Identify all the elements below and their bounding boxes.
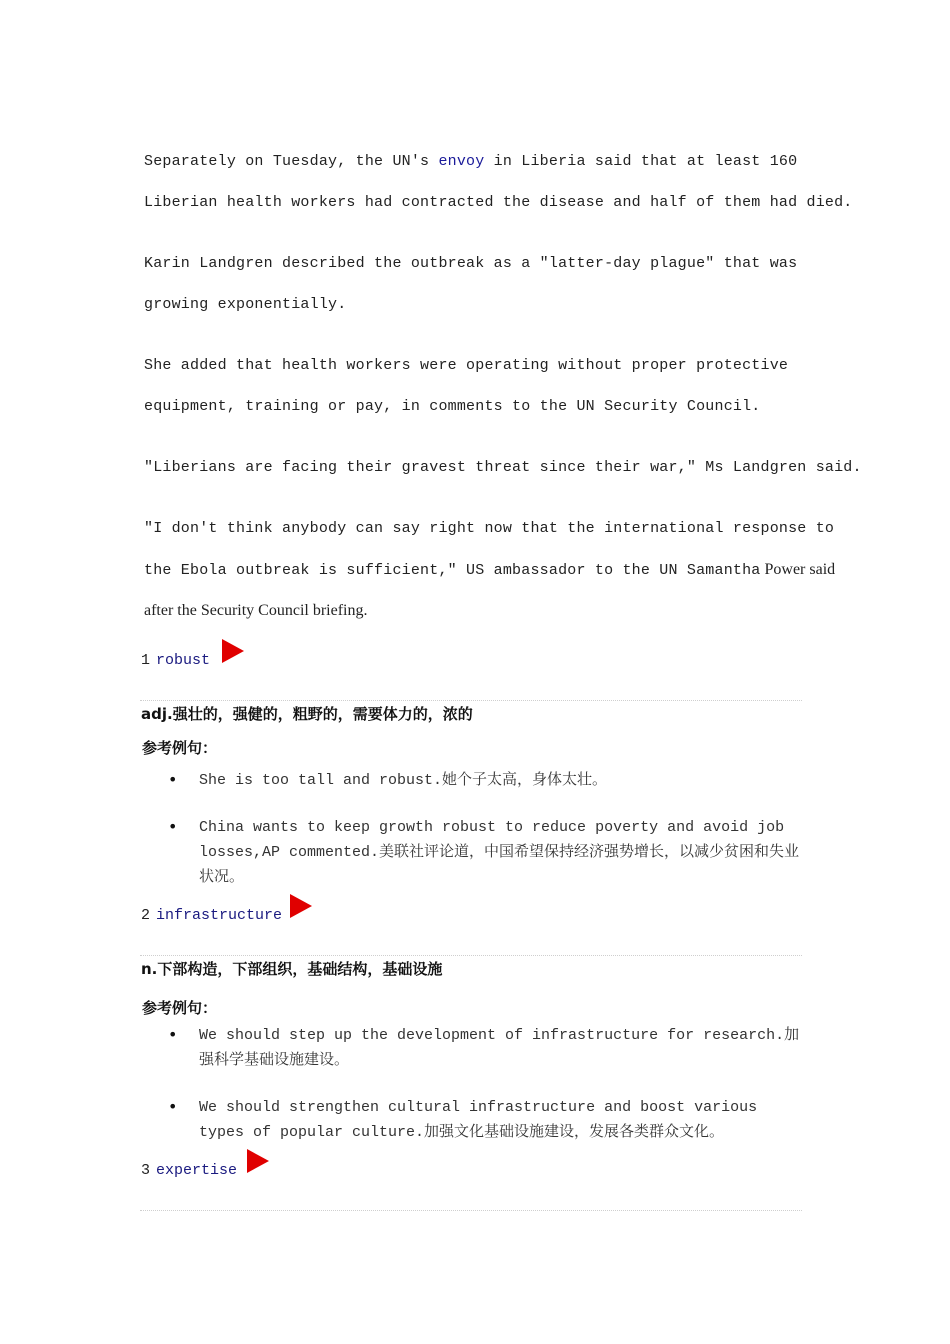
definition: adj.强壮的，强健的，粗野的，需要体力的，浓的 xyxy=(141,705,473,723)
play-icon[interactable] xyxy=(290,894,312,918)
article-line-7: "Liberians are facing their gravest threat since their war," Ms Landgren said. xyxy=(144,459,862,476)
example-label: 参考例句： xyxy=(142,739,218,757)
article-line-9: the Ebola outbreak is sufficient," US ambassador to the UN Samantha Power said xyxy=(144,561,836,579)
article-line-5: She added that health workers were operating without proper protective xyxy=(144,357,789,374)
play-icon[interactable] xyxy=(247,1149,269,1173)
vocab-item-robust[interactable]: 1 robust xyxy=(141,652,211,669)
article-line-8: "I don't think anybody can say right now that the international response to xyxy=(144,520,835,537)
article-line-3: Karin Landgren described the outbreak as a "latter-day plague" that was xyxy=(144,255,798,272)
example-sentence: We should step up the development of infrastructure for research.加强科学基础设施建设。 xyxy=(199,1027,800,1069)
example-sentence: She is too tall and robust.她个子太高，身体太壮。 xyxy=(199,772,608,789)
article-line-1: Separately on Tuesday, the UN's envoy in Liberia said that at least 160 xyxy=(144,153,798,170)
divider xyxy=(140,955,802,956)
article-line-4: growing exponentially. xyxy=(144,296,347,313)
divider xyxy=(140,1210,802,1211)
envoy-link[interactable]: envoy xyxy=(438,153,485,170)
bullet-icon: • xyxy=(168,1025,178,1044)
definition: n.下部构造，下部组织，基础结构，基础设施 xyxy=(141,960,443,978)
article-line-10: after the Security Council briefing. xyxy=(144,602,368,619)
article-line-6: equipment, training or pay, in comments to the UN Security Council. xyxy=(144,398,761,415)
example-sentence: We should strengthen cultural infrastructure and boost various types of popular culture.加强文化基础设施建设，发展各类群众文化。 xyxy=(199,1099,758,1141)
vocab-item-expertise[interactable]: 3 expertise xyxy=(141,1162,238,1179)
example-label: 参考例句： xyxy=(142,999,218,1017)
vocab-item-infrastructure[interactable]: 2 infrastructure xyxy=(141,907,283,924)
bullet-icon: • xyxy=(168,817,178,836)
article-line-2: Liberian health workers had contracted the disease and half of them had died. xyxy=(144,194,853,211)
bullet-icon: • xyxy=(168,1097,178,1116)
example-sentence: China wants to keep growth robust to reduce poverty and avoid job losses,AP commented.美联社评论道，中国希望保持经济强势增长，以减少贫困和失业状况。 xyxy=(199,819,800,886)
divider xyxy=(140,700,802,701)
bullet-icon: • xyxy=(168,770,178,789)
play-icon[interactable] xyxy=(222,639,244,663)
